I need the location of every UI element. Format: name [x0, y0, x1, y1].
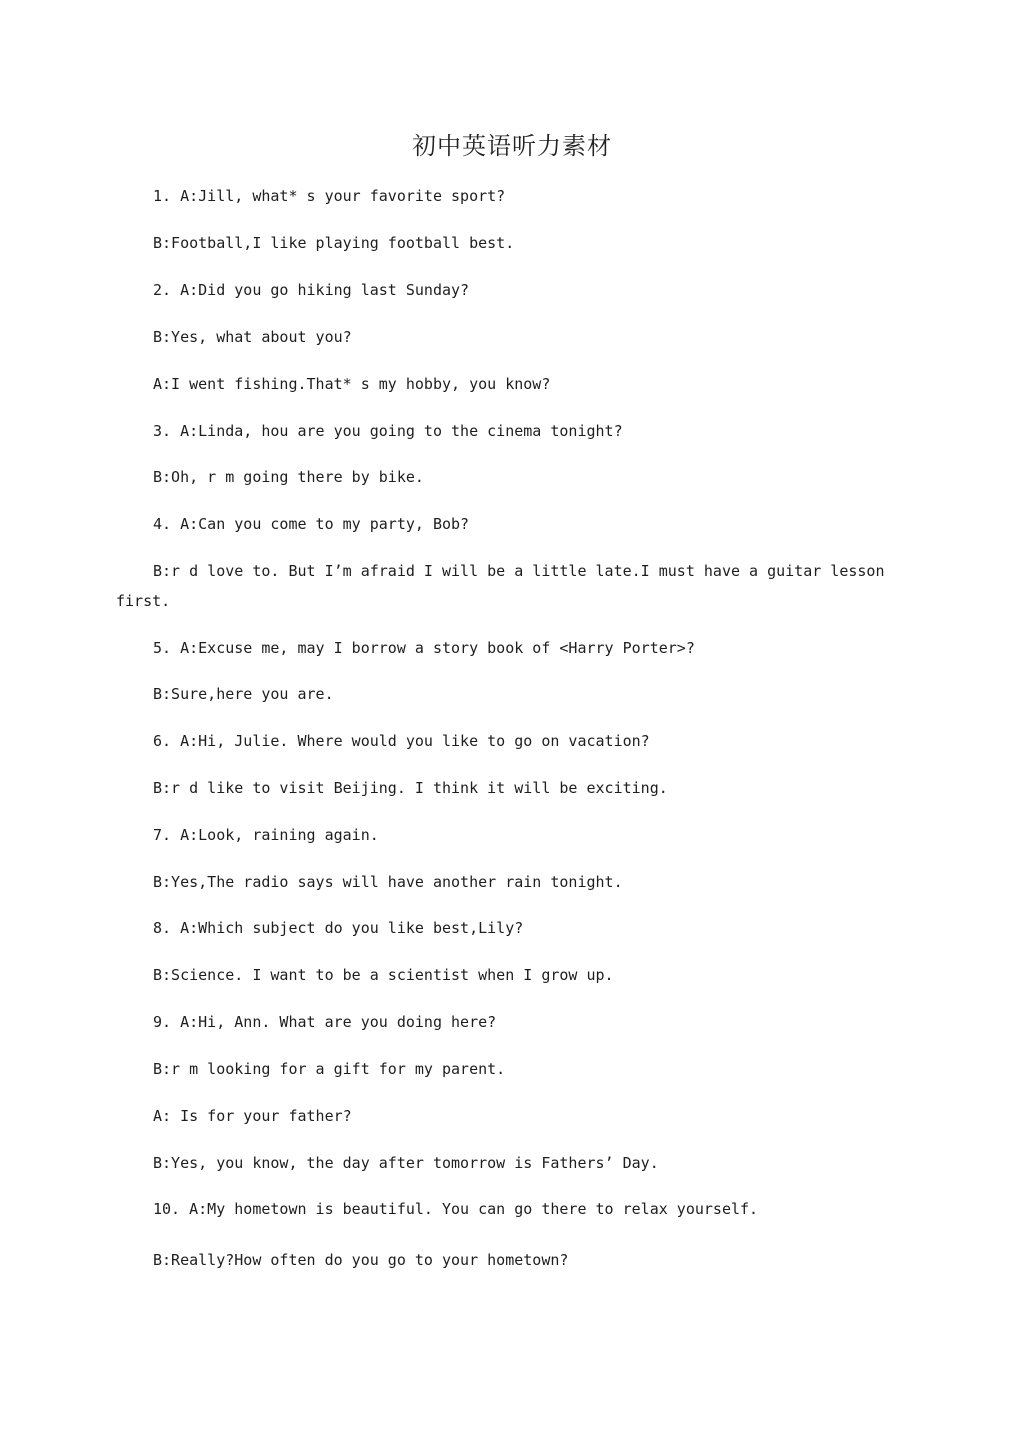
dialogue-line: 9. A:Hi, Ann. What are you doing here? — [153, 1013, 497, 1031]
dialogue-line: 2. A:Did you go hiking last Sunday? — [153, 281, 470, 299]
dialogue-line: A:I went fishing.That* s my hobby, you know? — [153, 375, 551, 393]
dialogue-line-continuation: first. — [116, 592, 171, 610]
dialogue-line: B:r d love to. But I’m afraid I will be a little late.I must have a guitar lesson — [153, 562, 885, 580]
dialogue-line: B:Sure,here you are. — [153, 685, 334, 703]
dialogue-line: A: Is for your father? — [153, 1107, 352, 1125]
dialogue-line: 10. A:My hometown is beautiful. You can go there to relax yourself. — [153, 1200, 759, 1218]
dialogue-line: B:r m looking for a gift for my parent. — [153, 1060, 506, 1078]
dialogue-line: 7. A:Look, raining again. — [153, 826, 379, 844]
dialogue-line: B:Yes, what about you? — [153, 328, 352, 346]
dialogue-line: B:r d like to visit Beijing. I think it will be exciting. — [153, 779, 668, 797]
dialogue-line: 8. A:Which subject do you like best,Lily? — [153, 919, 524, 937]
document-title: 初中英语听力素材 — [412, 132, 612, 160]
dialogue-line: 5. A:Excuse me, may I borrow a story book of <Harry Porter>? — [153, 639, 695, 657]
dialogue-line: B:Yes, you know, the day after tomorrow is Fathers’ Day. — [153, 1154, 659, 1172]
dialogue-line: B:Yes,The radio says will have another rain tonight. — [153, 873, 623, 891]
dialogue-line: 6. A:Hi, Julie. Where would you like to go on vacation? — [153, 732, 650, 750]
dialogue-line: B:Oh, r m going there by bike. — [153, 468, 424, 486]
dialogue-line: 4. A:Can you come to my party, Bob? — [153, 515, 470, 533]
dialogue-line: 1. A:Jill, what* s your favorite sport? — [153, 187, 506, 205]
dialogue-line: B:Really?How often do you go to your hometown? — [153, 1251, 569, 1269]
dialogue-line: B:Football,I like playing football best. — [153, 234, 515, 252]
dialogue-line: B:Science. I want to be a scientist when I grow up. — [153, 966, 614, 984]
dialogue-line: 3. A:Linda, hou are you going to the cinema tonight? — [153, 422, 623, 440]
